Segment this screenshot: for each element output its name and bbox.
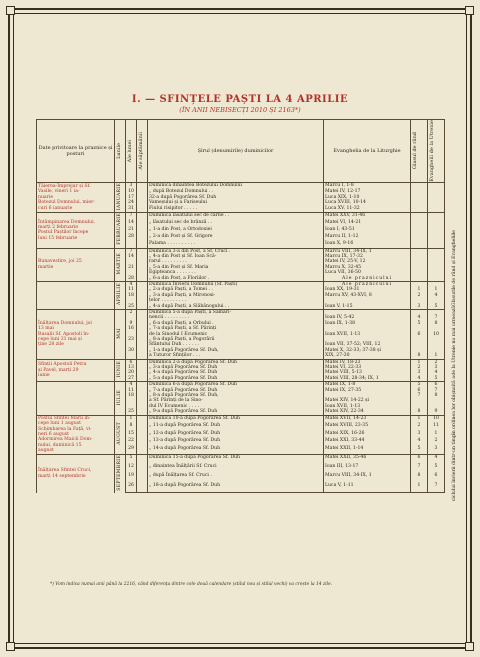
day-of-month: 30 <box>126 348 137 353</box>
morning-gospel-number: 4 <box>428 454 445 464</box>
morning-gospel-number: 7 <box>428 483 445 493</box>
day-of-month: 25 <box>126 304 137 310</box>
morning-gospel-number: 6 <box>428 473 445 482</box>
sunday-name: „ 1-a după Pogorârea Sf. Duh, <box>148 348 324 353</box>
feast-note-line: Rusalii Sf. Apostoli în- <box>38 331 90 337</box>
feast-note-line: cepe luni 31 mai și <box>38 337 82 343</box>
gospel-reading: Marcu IX, 17-32 <box>324 254 411 259</box>
day-of-month: 3 <box>126 182 137 188</box>
feast-note-line: Postul Paștilor începe <box>38 230 89 236</box>
month-name: MAI <box>115 309 126 359</box>
header-month: Lunile <box>115 120 126 183</box>
sunday-name: „ 2-a după Paști, a Tomei . . <box>148 287 324 292</box>
day-of-month: 23 <box>126 337 137 342</box>
corner-ornament <box>6 6 15 15</box>
gospel-reading: Ioan XVII, 1-13 <box>324 332 411 337</box>
feast-note-line: Sfinții Apostoli Petru <box>38 362 87 368</box>
day-of-week <box>137 227 148 234</box>
gospel-reading: Matei XXI, 33-44 <box>324 438 411 445</box>
glas-number <box>411 227 428 234</box>
glas-number: 4 <box>411 315 428 320</box>
feast-note-line: nuarie <box>38 194 54 200</box>
feast-note-line: august <box>38 448 54 454</box>
feast-notes <box>37 359 115 382</box>
sunday-name: Palama . . . . . . . . . . <box>148 241 324 248</box>
gospel-reading: Ioan IX, 1-38 <box>324 321 411 326</box>
gospel-reading: Marcu I, 1-8 <box>324 182 411 188</box>
sunday-name: „ 8-a după Paști, a Pogorârii <box>148 337 324 342</box>
gospel-reading: Matei XIV, 14-22 și <box>324 398 411 403</box>
day-of-month: 22 <box>126 438 137 445</box>
day-of-month <box>126 241 137 248</box>
glas-number: 3 <box>411 431 428 438</box>
sunday-name: a Sf. Părinți de la Sino- <box>148 398 324 403</box>
sunday-name: „ 5-a după Pogorârea Sf. Duh <box>148 376 324 382</box>
morning-gospel-number: 3 <box>428 446 445 454</box>
calendar-table <box>36 119 445 493</box>
day-of-week <box>137 241 148 248</box>
day-of-month: 10 <box>126 189 137 195</box>
month-name: AUGUST <box>115 415 126 454</box>
morning-gospel-number: 3 <box>428 365 445 370</box>
gospel-reading: Matei XVII, 14-23 <box>324 415 411 423</box>
day-of-month: 20 <box>126 370 137 375</box>
day-of-month: 28 <box>126 234 137 241</box>
gospel-reading: Luca XV, 11-32 <box>324 206 411 212</box>
header-morning-gospel: Evanghelii de la Utrenie <box>428 120 445 183</box>
feast-note-line: cepe luni 1 august <box>38 421 81 427</box>
glas-number: 1 <box>411 415 428 423</box>
gospel-reading: Matei XXII, 1-14 <box>324 446 411 454</box>
sunday-name: Duminica 6-a după Pogorârea Sf. Duh <box>148 382 324 388</box>
feast-notes <box>37 382 115 415</box>
morning-gospel-number: 5 <box>428 376 445 382</box>
day-of-month: 18 <box>126 293 137 298</box>
sunday-name: „ 5-a din Post și Sf. Maria <box>148 265 324 270</box>
day-of-month: 29 <box>126 446 137 454</box>
feast-note-line: iunie <box>38 373 50 379</box>
feast-note-line: Întâmpinarea Domnului, <box>38 219 96 225</box>
morning-gospel-number: 11 <box>428 423 445 430</box>
feast-note-line: marți 14 septembrie <box>38 473 86 479</box>
day-of-month: 17 <box>126 195 137 201</box>
feast-notes <box>37 309 115 359</box>
month-name: IUNIE <box>115 359 126 382</box>
month-name: IANUARIE <box>115 182 126 213</box>
morning-gospel-number: 6 <box>428 382 445 388</box>
sunday-name: „ 18-a după Pogorârea Sf. Duh <box>148 483 324 493</box>
header-glas: Glasul de rând <box>411 120 428 183</box>
sunday-name: Duminica 10-a după Pogorârea Sf. Duh <box>148 415 324 423</box>
gospel-reading: Luca VII, 36-50 <box>324 270 411 275</box>
feast-note-line: Înălțarea Domnului, joi <box>38 320 92 326</box>
side-note-line: Glasurile de rând și Evangheliile <box>452 230 457 307</box>
sunday-name: „ 3-a după Pogorârea Sf. Duh <box>148 365 324 370</box>
day-of-month: 9 <box>126 321 137 326</box>
day-of-month: 21 <box>126 227 137 234</box>
sunday-name: „ 1-a din Post, a Ortodoxiei <box>148 227 324 234</box>
sunday-name: „ 9-a după Pogorârea Sf. Duh <box>148 409 324 415</box>
table-row <box>37 213 445 220</box>
day-of-week <box>137 473 148 482</box>
morning-gospel-number: 8 <box>428 393 445 398</box>
glas-number <box>411 220 428 227</box>
day-of-week <box>137 415 148 423</box>
day-of-month: 15 <box>126 431 137 438</box>
feast-note-line: marți 2 februarie <box>38 225 79 231</box>
gospel-reading: Ioan V, 1-15 <box>324 304 411 310</box>
day-of-month: 26 <box>126 483 137 493</box>
feast-note-line: curi 6 ianuarie <box>38 205 73 211</box>
gospel-reading: Marcu VIII, 34-IX, 1 <box>324 473 411 482</box>
sunday-name: Fiului risipitor . . . . . <box>148 206 324 212</box>
morning-gospel-number: 5 <box>428 304 445 310</box>
sunday-name: Duminica dinaintea Botezului Domnului <box>148 182 324 188</box>
glas-number: 2 <box>411 423 428 430</box>
gospel-reading: Marcu X, 32-45 <box>324 265 411 270</box>
sunday-name: „ 13-a după Pogorârea Sf. Duh <box>148 438 324 445</box>
gospel-reading: Ioan IV, 5-42 <box>324 315 411 320</box>
day-of-week <box>137 483 148 493</box>
feast-notes <box>37 182 115 213</box>
glas-number: 2 <box>411 365 428 370</box>
gospel-reading: Ioan III, 13-17 <box>324 464 411 473</box>
feast-note-line: și Pavel, marți 29 <box>38 367 79 373</box>
gospel-reading: Ioan VII, 37-52; VIII, 12 <box>324 342 411 347</box>
day-of-month: 11 <box>126 287 137 292</box>
day-of-month: 21 <box>126 265 137 270</box>
table-body <box>37 182 445 492</box>
sunday-name: Duminica 3-a din Post, a Sf. Cruci . <box>148 248 324 254</box>
gospel-reading: Matei IV, 12-17 <box>324 189 411 195</box>
glas-number: 1 <box>411 287 428 292</box>
gospel-reading: Matei VIII, 28-34; IX, 1 <box>324 376 411 382</box>
glas-number: 8 <box>411 353 428 359</box>
gospel-reading: Matei XIX, 16-26 <box>324 431 411 438</box>
day-of-week <box>137 446 148 454</box>
morning-gospel-number: 10 <box>428 415 445 423</box>
day-of-month: 12 <box>126 464 137 473</box>
feast-notes <box>37 213 115 248</box>
day-of-month: 31 <box>126 206 137 212</box>
sunday-name: „ 4-a după Paști, a Slăbănogului . . <box>148 304 324 310</box>
morning-gospel-number: 2 <box>428 359 445 365</box>
morning-gospel-number: 1 <box>428 431 445 438</box>
sunday-name: Duminica 5-a după Paști, a Samari- <box>148 309 324 315</box>
feast-notes <box>37 454 115 493</box>
sunday-name: rarul . . . . . . . . . <box>148 259 324 264</box>
gospel-reading: Matei IX, 1-8 <box>324 382 411 388</box>
gospel-reading: Matei XIV, 22-34 <box>324 409 411 415</box>
day-of-month: 4 <box>126 281 137 287</box>
corner-ornament <box>6 642 15 651</box>
gospel-reading: Matei XVIII, 23-35 <box>324 423 411 430</box>
day-of-month: 8 <box>126 423 137 430</box>
morning-gospel-number: 1 <box>428 353 445 359</box>
morning-gospel-number: 9 <box>428 409 445 415</box>
side-note-line: de la Utrenie nu mai urmează <box>452 306 457 376</box>
sunday-name: a Tuturor Sfinților . . . <box>148 353 324 359</box>
month-name: FEBRUARIE <box>115 213 126 248</box>
month-name: MARTIE <box>115 248 126 281</box>
day-of-month: 14 <box>126 254 137 259</box>
glas-number: 4 <box>411 438 428 445</box>
feast-note-line: Vasile, vineri 1 ia- <box>38 189 80 195</box>
feast-note-line: martie <box>38 264 54 270</box>
day-of-week <box>137 438 148 445</box>
sunday-name: „ 6-a din Post, a Floriilor . <box>148 276 324 282</box>
footnote: *) Vom indica numai anii până la 2216, când diferența dintre cele două calendare (stilul nou și stilul vechi) va crește la 14 zile. <box>50 582 333 587</box>
sunday-name: „ după Înălțarea Sf. Cruci . <box>148 473 324 482</box>
sunday-name: dul IV Ecumenic . . . . <box>148 404 324 409</box>
gospel-reading: Ioan I, 43-51 <box>324 227 411 234</box>
sunday-name: țelor . . . . . . . . . <box>148 298 324 303</box>
feast-note-line: luni 15 februarie <box>38 235 78 241</box>
sunday-name: Duminica Învierii Domnului (Sf. Paști) <box>148 281 324 287</box>
sunday-name: „ 4-a după Pogorârea Sf. Duh <box>148 370 324 375</box>
gospel-reading: Matei XXV, 31-46 <box>324 213 411 220</box>
day-of-week <box>137 431 148 438</box>
day-of-week <box>137 234 148 241</box>
day-of-month: 5 <box>126 454 137 464</box>
day-of-month: 28 <box>126 276 137 282</box>
header-day-week: Ale săptămânii <box>137 120 148 183</box>
sunday-name: „ 6-a după Paști, a Orbului . <box>148 321 324 326</box>
morning-gospel-number <box>428 213 445 220</box>
sunday-name: „ 2-a din Post și Sf. Grigore <box>148 234 324 241</box>
gospel-reading: Luca V, 1-11 <box>324 483 411 493</box>
side-note-line: ciclului învierii dintr-un timp <box>452 434 457 502</box>
day-of-month: 19 <box>126 473 137 482</box>
gospel-reading: XIX, 27-30 <box>324 353 411 359</box>
table-row <box>37 415 445 423</box>
table-row <box>37 454 445 464</box>
table-header <box>37 120 445 183</box>
sunday-name: „ 8-a după Pogorârea Sf. Duh, <box>148 393 324 398</box>
gospel-reading: Matei IX, 27-35 <box>324 388 411 393</box>
morning-gospel-number <box>428 241 445 248</box>
gospel-reading: Luca XVIII, 10-14 <box>324 200 411 206</box>
glas-number: 5 <box>411 321 428 326</box>
sunday-name: Sfântului Duh . . . . . . <box>148 342 324 347</box>
sunday-name: Vameșului și a Fariseului <box>148 200 324 206</box>
gospel-reading: Ioan X, 9-16 <box>324 241 411 248</box>
glas-number: 8 <box>411 473 428 482</box>
feast-note-line: Postul Sfintei Mării în- <box>38 415 91 421</box>
gospel-reading: Marcu II, 1-12 <box>324 234 411 241</box>
gospel-reading: Matei VI, 14-21 <box>324 220 411 227</box>
sunday-name: „ 7-a după Pogorârea Sf. Duh <box>148 388 324 393</box>
morning-gospel-number: 2 <box>428 438 445 445</box>
feast-notes <box>37 281 115 309</box>
gospel-reading: Marcu VIII, 34-IX, 1 <box>324 248 411 254</box>
sunday-name: Duminica 15-a după Pogorârea Sf. Duh <box>148 454 324 464</box>
feast-note-line: Bunavestire, joi 25 <box>38 259 82 265</box>
feast-note-line: Înălțarea Sfintei Cruci, <box>38 468 92 474</box>
morning-gospel-number: 5 <box>428 464 445 473</box>
sunday-name: Duminica 2-a după Pogorârea Sf. Duh <box>148 359 324 365</box>
sunday-name: 32-a după Pogorârea Sf. Duh <box>148 195 324 201</box>
morning-gospel-number: 4 <box>428 370 445 375</box>
glas-number: 8 <box>411 409 428 415</box>
header-dates: Date privitoare la praznice și posturi <box>37 120 115 183</box>
glas-number: 3 <box>411 370 428 375</box>
feast-note-line: neri 6 august <box>38 431 69 437</box>
glas-number: 5 <box>411 382 428 388</box>
day-of-month: 11 <box>126 388 137 393</box>
morning-gospel-number <box>428 234 445 241</box>
day-of-week <box>137 464 148 473</box>
sunday-name: „ după Botezul Domnului . . <box>148 189 324 195</box>
day-of-month: 27 <box>126 376 137 382</box>
sunday-name: „ lăsatului sec de brânză . . <box>148 220 324 227</box>
gospel-reading: Matei X, 32-33; 37-38 și <box>324 348 411 353</box>
morning-gospel-number: 4 <box>428 293 445 298</box>
morning-gospel-number: 10 <box>428 332 445 337</box>
glas-number: 3 <box>411 304 428 310</box>
sunday-name: „ 12-a după Pogorârea Sf. Duh <box>148 431 324 438</box>
glas-number: 5 <box>411 446 428 454</box>
day-of-month: 13 <box>126 365 137 370</box>
side-note <box>452 230 472 502</box>
sunday-name: „ 3-a după Paști, a Mironosi- <box>148 293 324 298</box>
sunday-name: „ 4-a din Post și Sf. Ioan Scă- <box>148 254 324 259</box>
glas-number <box>411 213 428 220</box>
sunday-name: „ dinaintea Înălțării Sf. Cruci <box>148 464 324 473</box>
sunday-name: „ 7-a după Paști, a Sf. Părinți <box>148 326 324 331</box>
page-title: I. — SFINȚELE PAȘTI LA 4 APRILIE <box>131 94 349 105</box>
gospel-reading: Ioan XVII, 1-13 <box>324 404 411 409</box>
morning-gospel-number: 7 <box>428 388 445 393</box>
glas-number: 2 <box>411 293 428 298</box>
glas-number <box>411 234 428 241</box>
day-of-month: 16 <box>126 326 137 331</box>
day-of-week <box>137 423 148 430</box>
sunday-name: „ 14-a după Pogorârea Sf. Duh <box>148 446 324 454</box>
glas-number: 6 <box>411 332 428 337</box>
sunday-name: „ 11-a după Pogorârea Sf. Duh <box>148 423 324 430</box>
day-of-week <box>137 454 148 464</box>
glas-number: 1 <box>411 359 428 365</box>
day-of-month: 24 <box>126 200 137 206</box>
month-name: IULIE <box>115 382 126 415</box>
side-note-line: în ordinea lor obișnuită a <box>452 375 457 435</box>
day-of-month: 4 <box>126 382 137 388</box>
glas-number: 6 <box>411 388 428 393</box>
glas-number: 1 <box>411 483 428 493</box>
day-of-month: 14 <box>126 220 137 227</box>
day-of-month: 2 <box>126 309 137 315</box>
day-of-month: 7 <box>126 248 137 254</box>
gospel-reading: Matei VIII, 5-13 <box>324 370 411 375</box>
feast-note-line: Botezul Domnului, mier- <box>38 200 95 206</box>
day-of-week <box>137 213 148 220</box>
header-gospel: Evanghelia de la Liturghie <box>324 120 411 183</box>
sunday-name: nencii . . . . . . . . . <box>148 315 324 320</box>
day-of-month: 7 <box>126 213 137 220</box>
header-cycle: Șirul (denumirile) duminicilor <box>148 120 324 183</box>
gospel-reading: Matei IV, 25-V, 12 <box>324 259 411 264</box>
day-of-month: 1 <box>126 415 137 423</box>
morning-gospel-number <box>428 220 445 227</box>
feast-note-line: nului, duminică 15 <box>38 442 82 448</box>
corner-ornament <box>465 642 474 651</box>
feast-note-line: Schimbarea la Față, vi- <box>38 426 92 432</box>
sunday-name: Duminica lăsatului sec de carne . . <box>148 213 324 220</box>
month-name: SEPTEMBRIE <box>115 454 126 493</box>
glas-number <box>411 241 428 248</box>
gospel-reading: Matei IV, 18-23 <box>324 359 411 365</box>
gospel-reading: Ale praznicului <box>324 276 411 282</box>
morning-gospel-number: 7 <box>428 315 445 320</box>
glas-number: 4 <box>411 376 428 382</box>
gospel-reading: Marcu XV, 43-XVI, 8 <box>324 293 411 298</box>
header-day-month: Ale lunei <box>126 120 137 183</box>
feast-notes <box>37 415 115 454</box>
feast-note-line: 13 mai <box>38 326 54 332</box>
day-of-week <box>137 220 148 227</box>
feast-note-line: Tăierea-Împrejur și Sf. <box>38 184 91 190</box>
day-of-month: 6 <box>126 359 137 365</box>
gospel-reading: Ioan XX, 19-31 <box>324 287 411 292</box>
gospel-reading: Matei VI, 22-33 <box>324 365 411 370</box>
gospel-reading: Luca XIX, 1-10 <box>324 195 411 201</box>
month-name: APRILIE <box>115 281 126 309</box>
sunday-name: de la Sinodul I Ecumenic <box>148 332 324 337</box>
morning-gospel-number <box>428 227 445 234</box>
morning-gospel-number: 1 <box>428 287 445 292</box>
feast-note-line: Adormirea Maicii Dom- <box>38 437 93 443</box>
corner-ornament <box>465 6 474 15</box>
glas-number: 7 <box>411 464 428 473</box>
morning-gospel-number: 8 <box>428 321 445 326</box>
gospel-reading: Ale praznicului <box>324 281 411 287</box>
glas-number: 7 <box>411 393 428 398</box>
glas-number: 6 <box>411 454 428 464</box>
feast-note-line: ține 28 zile <box>38 342 64 348</box>
sunday-name: Egipteanca . . . . . . . <box>148 270 324 275</box>
day-of-month: 25 <box>126 409 137 415</box>
page-subtitle: (ÎN ANII NEBISECȚI 2010 ȘI 2163*) <box>179 106 301 114</box>
feast-notes <box>37 248 115 281</box>
gospel-reading: Matei XXII, 35-46 <box>324 454 411 464</box>
day-of-month: 18 <box>126 393 137 398</box>
